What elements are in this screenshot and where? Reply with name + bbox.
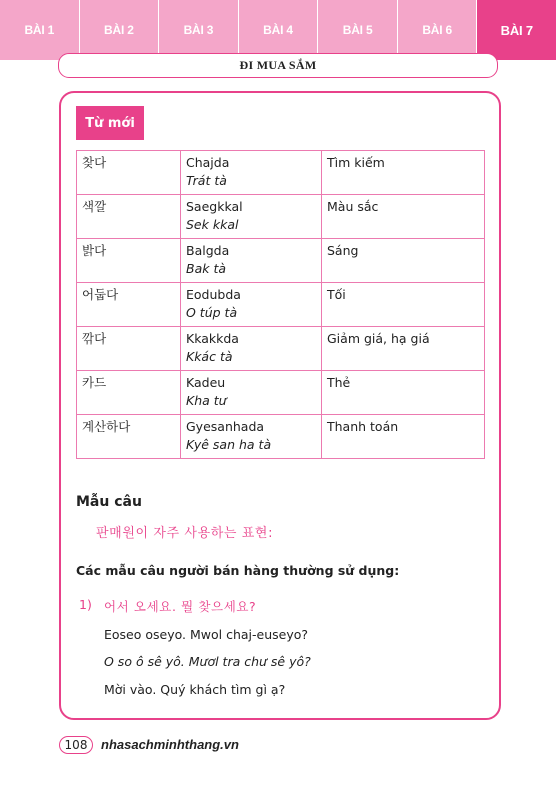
vocab-meaning: Giảm giá, hạ giá <box>322 327 485 371</box>
sentences-heading: Mẫu câu <box>76 494 142 510</box>
vocab-romanization: Kadeu <box>186 375 226 390</box>
example-korean: 어서 오세요. 뭘 찾으세요? <box>104 599 257 614</box>
table-row <box>77 415 485 459</box>
vocab-reading <box>181 283 322 327</box>
vocab-meaning: Tối <box>322 283 485 327</box>
example-meaning: Mời vào. Quý khách tìm gì ạ? <box>104 682 286 697</box>
tab-lesson-6[interactable]: BÀI 6 <box>398 0 478 60</box>
korean-intro: 판매원이 자주 사용하는 표현: <box>96 526 274 541</box>
example-number: 1) <box>79 597 92 612</box>
viet-intro: Các mẫu câu người bán hàng thường sử dụng: <box>76 563 400 578</box>
tab-lesson-5[interactable]: BÀI 5 <box>318 0 398 60</box>
vocab-pronunciation: O túp tà <box>186 305 238 320</box>
example-romanization: Eoseo oseyo. Mwol chaj-euseyo? <box>104 627 309 642</box>
table-row <box>77 195 485 239</box>
lesson-tabs <box>0 0 556 60</box>
tab-lesson-3[interactable]: BÀI 3 <box>159 0 239 60</box>
vocab-reading <box>181 415 322 459</box>
vocab-korean: 밝다 <box>77 239 181 283</box>
table-row <box>77 239 485 283</box>
vocab-reading <box>181 327 322 371</box>
vocab-pronunciation: Sek kkal <box>186 217 239 232</box>
topic-title: ĐI MUA SẮM <box>58 53 498 78</box>
tab-lesson-4[interactable]: BÀI 4 <box>239 0 319 60</box>
tab-lesson-2[interactable]: BÀI 2 <box>80 0 160 60</box>
vocab-reading <box>181 371 322 415</box>
vocab-romanization: Chajda <box>186 155 230 170</box>
vocab-pronunciation: Kha tư <box>186 393 227 408</box>
vocab-heading: Từ mới <box>76 106 144 140</box>
vocab-romanization: Balgda <box>186 243 230 258</box>
table-row <box>77 371 485 415</box>
vocab-korean: 계산하다 <box>77 415 181 459</box>
vocab-reading <box>181 151 322 195</box>
example-pronunciation: O so ô sê yô. Mươl tra chư sê yô? <box>104 654 311 669</box>
vocab-pronunciation: Bak tà <box>186 261 227 276</box>
tab-lesson-7[interactable]: BÀI 7 <box>477 0 556 60</box>
vocab-korean: 카드 <box>77 371 181 415</box>
vocab-korean: 어둡다 <box>77 283 181 327</box>
vocab-meaning: Thanh toán <box>322 415 485 459</box>
vocab-meaning: Tìm kiếm <box>322 151 485 195</box>
vocab-reading <box>181 195 322 239</box>
tab-lesson-1[interactable]: BÀI 1 <box>0 0 80 60</box>
footer-website: nhasachminhthang.vn <box>101 737 239 752</box>
vocab-meaning: Sáng <box>322 239 485 283</box>
vocab-pronunciation: Trát tà <box>186 173 227 188</box>
table-row <box>77 283 485 327</box>
vocab-reading <box>181 239 322 283</box>
vocab-korean: 찾다 <box>77 151 181 195</box>
vocab-pronunciation: Kkác tà <box>186 349 233 364</box>
vocab-korean: 색깔 <box>77 195 181 239</box>
vocab-romanization: Gyesanhada <box>186 419 265 434</box>
page-number: 108 <box>59 736 93 754</box>
vocab-korean: 깎다 <box>77 327 181 371</box>
vocab-table <box>76 150 485 459</box>
vocab-meaning: Thẻ <box>322 371 485 415</box>
vocab-pronunciation: Kyê san ha tà <box>186 437 272 452</box>
table-row <box>77 151 485 195</box>
vocab-meaning: Màu sắc <box>322 195 485 239</box>
table-row <box>77 327 485 371</box>
vocab-romanization: Kkakkda <box>186 331 239 346</box>
vocab-romanization: Eodubda <box>186 287 241 302</box>
vocab-romanization: Saegkkal <box>186 199 243 214</box>
